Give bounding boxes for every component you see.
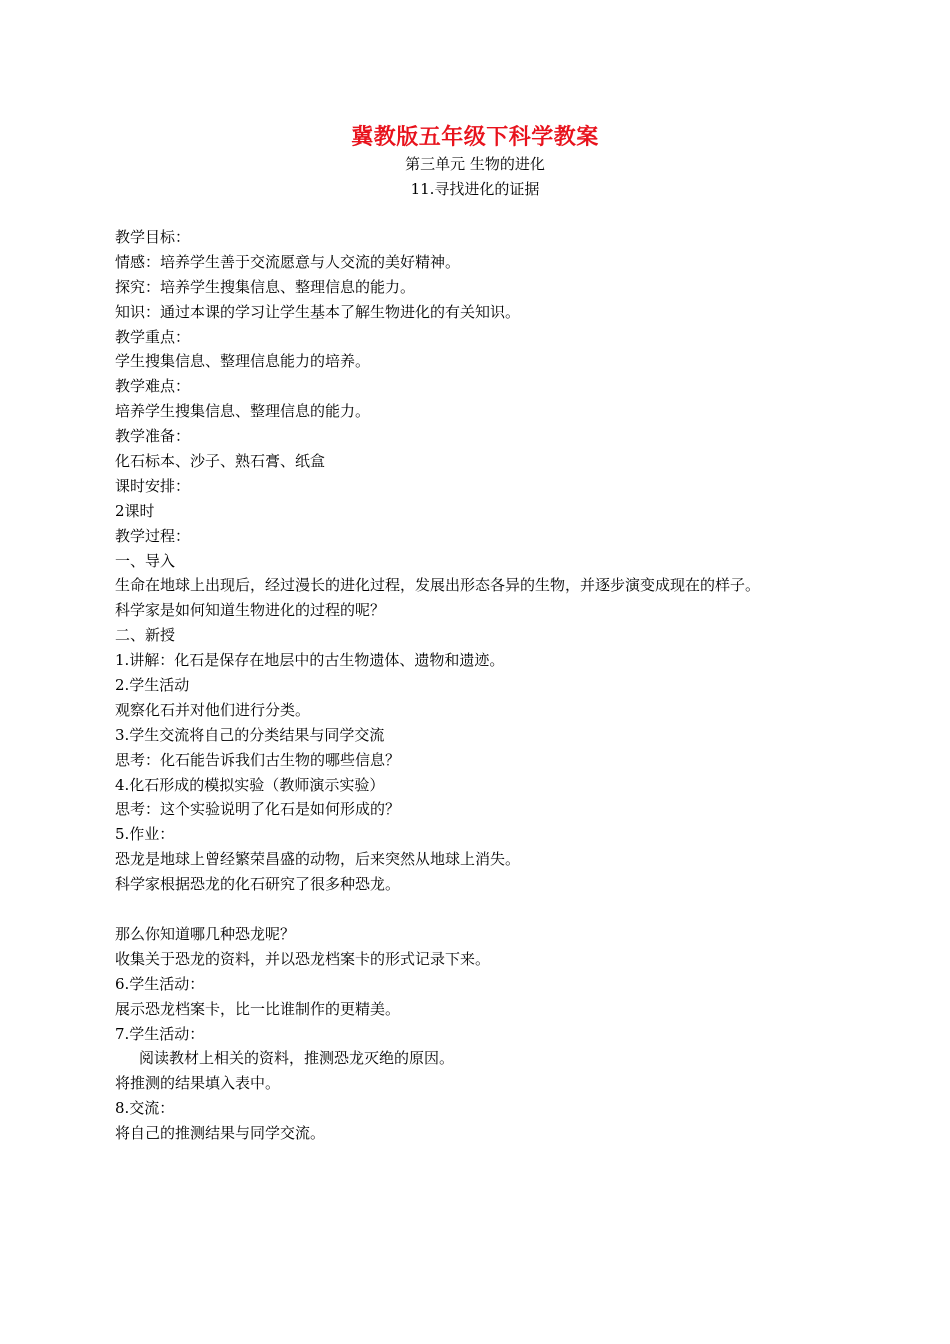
key-point-text: 学生搜集信息、整理信息能力的培养。 bbox=[115, 352, 371, 371]
paragraph-line: 恐龙是地球上曾经繁荣昌盛的动物，后来突然从地球上消失。 bbox=[115, 850, 521, 869]
lesson-heading: 11.寻找进化的证据 bbox=[410, 180, 540, 198]
paragraph-line: 8.交流： bbox=[115, 1099, 175, 1118]
paragraph-line: 7.学生活动： bbox=[115, 1024, 205, 1043]
paragraph-line: 将推测的结果填入表中。 bbox=[115, 1074, 281, 1093]
paragraph-line: 科学家根据恐龙的化石研究了很多种恐龙。 bbox=[115, 875, 401, 894]
unit-heading: 第三单元 生物的进化 bbox=[405, 155, 545, 173]
document-header bbox=[0, 122, 950, 202]
document-title: 冀教版五年级下科学教案 bbox=[351, 124, 599, 150]
paragraph-line: 思考：这个实验说明了化石是如何形成的？ bbox=[115, 800, 401, 819]
blank-line bbox=[115, 897, 835, 922]
section-heading-key-points: 教学重点： bbox=[115, 327, 191, 346]
section-heading-objectives: 教学目标： bbox=[115, 228, 191, 246]
lesson-plan-body bbox=[115, 225, 835, 1146]
section-heading-schedule: 课时安排： bbox=[115, 476, 191, 495]
paragraph-line: 展示恐龙档案卡，比一比谁制作的更精美。 bbox=[115, 999, 401, 1018]
section-heading-process: 教学过程： bbox=[115, 526, 191, 545]
paragraph-line: 1.讲解：化石是保存在地层中的古生物遗体、遗物和遗迹。 bbox=[115, 651, 505, 670]
difficulty-text: 培养学生搜集信息、整理信息的能力。 bbox=[115, 402, 371, 421]
paragraph-line: 科学家是如何知道生物进化的过程的呢？ bbox=[115, 601, 386, 620]
step-heading-new-lesson: 二、新授 bbox=[115, 626, 176, 645]
step-heading-intro: 一、导入 bbox=[115, 551, 176, 570]
paragraph-line: 那么你知道哪几种恐龙呢？ bbox=[115, 924, 296, 943]
section-heading-preparation: 教学准备： bbox=[115, 427, 191, 446]
paragraph-line: 6.学生活动： bbox=[115, 974, 205, 993]
paragraph-line: 5.作业： bbox=[115, 825, 175, 844]
preparation-text: 化石标本、沙子、熟石膏、纸盒 bbox=[115, 452, 326, 471]
paragraph-line: 观察化石并对他们进行分类。 bbox=[115, 700, 311, 719]
paragraph-line: 将自己的推测结果与同学交流。 bbox=[115, 1124, 326, 1143]
paragraph-line: 4.化石形成的模拟实验（教师演示实验） bbox=[115, 775, 385, 794]
section-heading-difficulties: 教学难点： bbox=[115, 377, 191, 396]
objective-emotion: 情感：培养学生善于交流愿意与人交流的美好精神。 bbox=[115, 252, 461, 271]
objective-knowledge: 知识：通过本课的学习让学生基本了解生物进化的有关知识。 bbox=[115, 302, 521, 321]
paragraph-line: 3.学生交流将自己的分类结果与同学交流 bbox=[115, 725, 385, 744]
paragraph-line: 阅读教材上相关的资料，推测恐龙灭绝的原因。 bbox=[139, 1049, 455, 1068]
paragraph-line: 生命在地球上出现后，经过漫长的进化过程，发展出形态各异的生物，并逐步演变成现在的样子。 bbox=[115, 576, 761, 595]
paragraph-line: 思考：化石能告诉我们古生物的哪些信息？ bbox=[115, 750, 401, 769]
schedule-text: 2课时 bbox=[115, 501, 155, 520]
objective-inquiry: 探究：培养学生搜集信息、整理信息的能力。 bbox=[115, 277, 416, 296]
paragraph-line: 2.学生活动 bbox=[115, 676, 190, 695]
paragraph-line: 收集关于恐龙的资料，并以恐龙档案卡的形式记录下来。 bbox=[115, 949, 491, 968]
